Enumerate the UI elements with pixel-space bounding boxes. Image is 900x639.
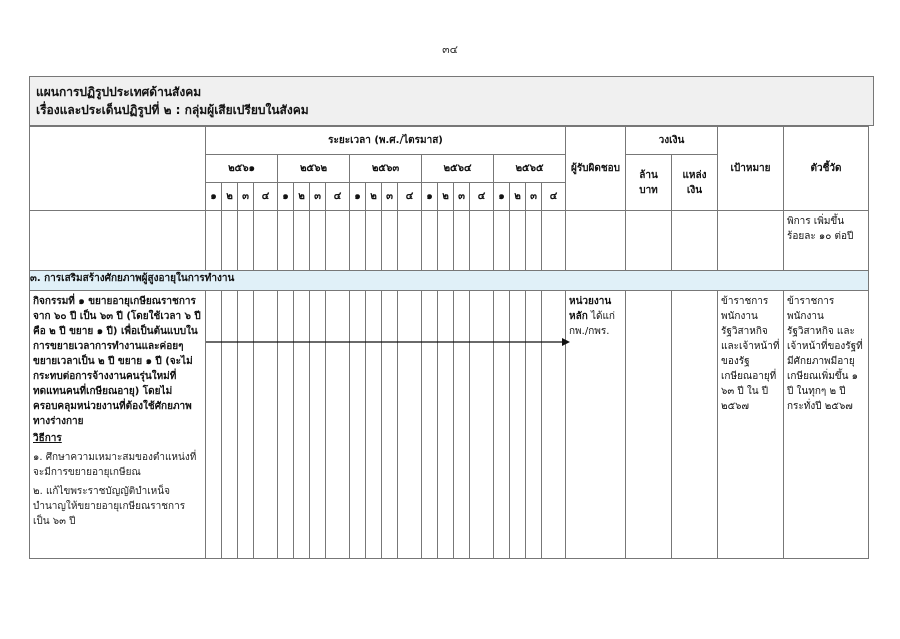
carryover-row <box>30 211 869 271</box>
period-header: ระยะเวลา (พ.ศ./ไตรมาส) <box>206 127 566 155</box>
funding-source-header: แหล่ง เงิน <box>672 155 718 211</box>
activity-cell <box>30 291 206 559</box>
quarter-header: ๒ <box>294 183 310 211</box>
plan-subtitle: เรื่องและประเด็นปฏิรูปที่ ๒ : กลุ่มผู้เสียเปรียบในสังคม <box>36 103 309 117</box>
quarter-header: ๑ <box>494 183 510 211</box>
activity-row <box>30 291 869 559</box>
method-item: ๒. แก้ไขพระราชบัญญัติบำเหน็จบำนาญให้ขยายอายุเกษียณราชการ เป็น ๖๓ ปี <box>33 486 186 527</box>
method-item: ๑. ศึกษาความเหมาะสมของตำแหน่งที่จะมีการขยายอายุเกษียณ <box>33 452 197 478</box>
responsible-cell <box>566 291 626 559</box>
year-header: ๒๕๖๑ <box>206 155 278 183</box>
year-header: ๒๕๖๔ <box>422 155 494 183</box>
method-heading: วิธีการ <box>33 433 62 444</box>
quarter-header: ๓ <box>526 183 542 211</box>
quarter-header: ๔ <box>470 183 494 211</box>
page-number: ๓๔ <box>442 43 458 56</box>
quarter-header: ๒ <box>222 183 238 211</box>
target-cell: ข้าราชการ พนักงานรัฐวิสาหกิจ และเจ้าหน้าที่ของรัฐ เกษียณอายุที่ ๖๓ ปี ใน ปี ๒๕๖๗ <box>718 291 784 559</box>
year-header: ๒๕๖๒ <box>278 155 350 183</box>
responsible-header: ผู้รับผิดชอบ <box>566 127 626 211</box>
responsible-lead: หน่วยงานหลัก <box>569 296 612 322</box>
quarter-header: ๓ <box>382 183 398 211</box>
quarter-header: ๔ <box>542 183 566 211</box>
indicator-cell: ข้าราชการ พนักงานรัฐวิสาหกิจ และเจ้าหน้าที่ของรัฐที่มีศักยภาพมีอายุเกษียณเพิ่มขึ้น ๑ ปี ในทุกๆ ๒ ปี กระทั่งปี ๒๕๖๗ <box>784 291 869 559</box>
budget-header: วงเงิน <box>626 127 718 155</box>
year-header: ๒๕๖๕ <box>494 155 566 183</box>
quarter-header: ๒ <box>438 183 454 211</box>
year-header: ๒๕๖๓ <box>350 155 422 183</box>
quarter-header: ๓ <box>310 183 326 211</box>
plan-title-box <box>29 76 874 126</box>
quarter-header: ๓ <box>454 183 470 211</box>
quarter-header: ๑ <box>278 183 294 211</box>
quarter-header: ๒ <box>510 183 526 211</box>
quarter-header: ๔ <box>254 183 278 211</box>
activity-header-cell <box>30 127 206 211</box>
quarter-header: ๓ <box>238 183 254 211</box>
target-header: เป้าหมาย <box>718 127 784 211</box>
quarter-header: ๔ <box>398 183 422 211</box>
activity-title: กิจกรรมที่ ๑ ขยายอายุเกษียณราชการ จาก ๖๐ ปี เป็น ๖๓ ปี (โดยใช้เวลา ๖ ปี คือ ๒ ปี ขยาย ๑ ปี) เพื่อเป็นต้นแบบในการขยายเวลาการทำงานและค่อยๆ ขยายเวลาเป็น ๒ ปี ขยาย ๑ ปี (จะไม่กระทบต่อการจ้างงานคนรุ่นใหม่ที่ทดแทนคนที่เกษียณอายุ) โดยไม่ครอบคลุมหน่วยงานที่ต้องใช้ศักยภาพทางร่างกาย <box>33 296 201 427</box>
quarter-header: ๒ <box>366 183 382 211</box>
quarter-header: ๑ <box>350 183 366 211</box>
carryover-indicator: พิการ เพิ่มขึ้น ร้อยละ ๑๐ ต่อปี <box>784 211 869 271</box>
responsible-agencies: ได้แก่ กพ./กพร. <box>569 311 615 337</box>
quarter-header: ๑ <box>422 183 438 211</box>
plan-title: แผนการปฏิรูปประเทศด้านสังคม <box>36 85 202 99</box>
indicator-header: ตัวชี้วัด <box>784 127 869 211</box>
quarter-header: ๑ <box>206 183 222 211</box>
million-baht-header: ล้าน บาท <box>626 155 672 211</box>
quarter-header: ๔ <box>326 183 350 211</box>
reform-plan-table <box>29 126 869 559</box>
section-heading: ๓. การเสริมสร้างศักยภาพผู้สูงอายุในการทำงาน <box>30 271 869 291</box>
